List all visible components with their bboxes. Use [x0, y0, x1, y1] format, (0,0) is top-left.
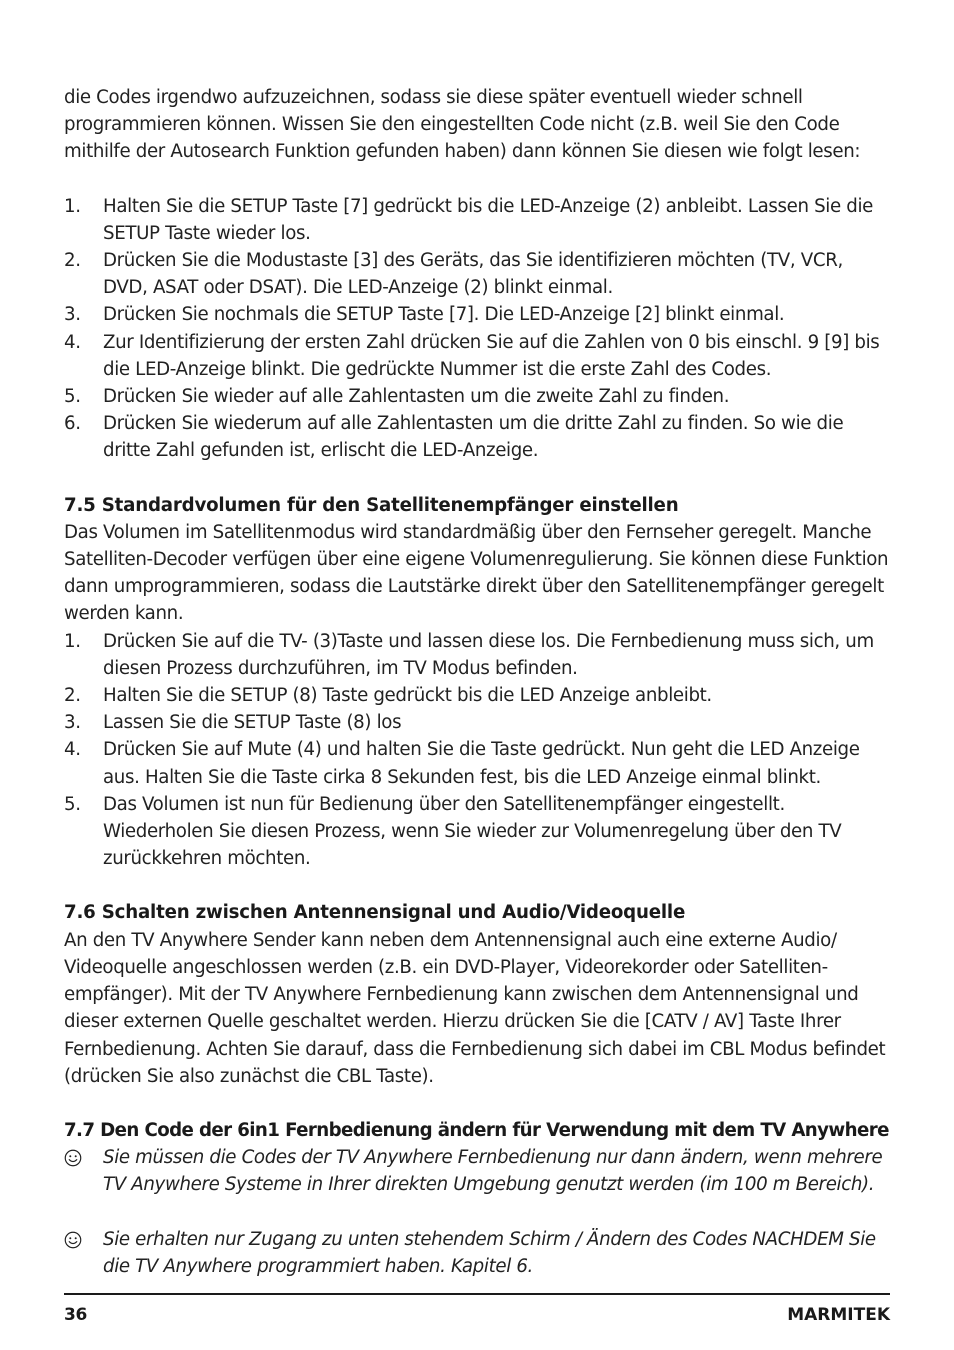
note-item: Sie müssen die Codes der TV Anywhere Fernbedienung nur dann ändern, wenn mehrere TV Anywhere Systeme in Ihrer direkten Umgebung genutzt werden (im 100 m Bereich).: [64, 1144, 890, 1198]
list-item: 4. Drücken Sie auf Mute (4) und halten Sie die Taste gedrückt. Nun geht die LED Anzeige aus. Halten Sie die Taste cirka 8 Sekunden fest, bis die LED Anzeige einmal blinkt.: [64, 739, 860, 788]
list-item: 3. Lassen Sie die SETUP Taste (8) los: [64, 712, 402, 734]
list-item: 1. Halten Sie die SETUP Taste [7] gedrückt bis die LED-Anzeige (2) anbleibt. Lassen Sie die SETUP Taste wieder los.: [64, 195, 874, 244]
list-item: 6. Drücken Sie wiederum auf alle Zahlentasten um die dritte Zahl zu finden. So wie die dritte Zahl gefunden ist, erlischt die LED-Anzeige.: [64, 413, 844, 462]
section-heading-7-7: 7.7 Den Code der 6in1 Fernbedienung ändern für Verwendung mit dem TV Anywhere: [64, 1119, 889, 1141]
list-item: 1. Drücken Sie auf die TV- (3)Taste und lassen diese los. Die Fernbedienung muss sich, um diesen Prozess durchzuführen, im TV Modus befinden.: [64, 630, 874, 679]
section-7-5-body: Das Volumen im Satellitenmodus wird standardmäßig über den Fernseher geregelt. Manche Satelliten-Decoder verfügen über eine eigene Volumenregulierung. Sie können diese Funktion dann umprogrammieren, sodass die Lautstärke direkt über den Satellitenempfänger geregelt werden kann.: [64, 521, 889, 625]
manual-page: [64, 84, 890, 1280]
smiley-icon: [64, 1149, 82, 1167]
note-item: Sie erhalten nur Zugang zu unten stehendem Schirm / Ändern des Codes NACHDEM Sie die TV Anywhere programmiert haben. Kapitel 6.: [64, 1226, 890, 1280]
intro-paragraph: die Codes irgendwo aufzuzeichnen, sodass sie diese später eventuell wieder schnell programmieren können. Wissen Sie den eingestellten Code nicht (z.B. weil Sie den Code mithilfe der Autosearch Funktion gefunden haben) dann können Sie diesen wie folgt lesen:: [64, 87, 861, 163]
smiley-icon: [64, 1231, 82, 1249]
list-item: 3. Drücken Sie nochmals die SETUP Taste [7]. Die LED-Anzeige [2] blinkt einmal.: [64, 304, 785, 326]
volume-steps: [64, 628, 890, 873]
section-heading-7-5: 7.5 Standardvolumen für den Satellitenempfänger einstellen: [64, 494, 679, 516]
list-item: 5. Das Volumen ist nun für Bedienung über den Satellitenempfänger eingestellt. Wiederholen Sie diesen Prozess, wenn Sie wieder zur Volumenregelung über den TV zurückkehren möchten.: [64, 793, 842, 870]
brand-logo-text: MARMITEK: [787, 1305, 890, 1325]
list-item: 4. Zur Identifizierung der ersten Zahl drücken Sie auf die Zahlen von 0 bis einschl. 9 [9] bis die LED-Anzeige blinkt. Die gedrückte Nummer ist die erste Zahl des Codes.: [64, 331, 880, 380]
section-7-7-notes: [64, 1144, 890, 1280]
list-item: 2. Halten Sie die SETUP (8) Taste gedrückt bis die LED Anzeige anbleibt.: [64, 685, 712, 707]
section-heading-7-6: 7.6 Schalten zwischen Antennensignal und Audio/Videoquelle: [64, 902, 686, 924]
footer-divider: [64, 1293, 890, 1295]
list-item: 2. Drücken Sie die Modustaste [3] des Geräts, das Sie identifizieren möchten (TV, VCR, DVD, ASAT oder DSAT). Die LED-Anzeige (2) blinkt einmal.: [64, 250, 843, 299]
read-code-steps: [64, 193, 890, 465]
section-7-6-body: An den TV Anywhere Sender kann neben dem Antennensignal auch eine externe Audio/ Videoquelle angeschlossen werden (z.B. ein DVD-Player, Videorekorder oder Satelliten-empfänger). Mit der TV Anywhere Fernbedienung kann zwischen dem Antennensignal und dieser externen Quelle geschaltet werden. Hierzu drücken Sie die [CATV / AV] Taste Ihrer Fernbedienung. Achten Sie darauf, dass die Fernbedienung sich dabei im CBL Modus befindet (drücken Sie also zunächst die CBL Taste).: [64, 929, 886, 1087]
list-item: 5. Drücken Sie wieder auf alle Zahlentasten um die zweite Zahl zu finden.: [64, 386, 730, 408]
page-number: 36: [64, 1305, 87, 1325]
